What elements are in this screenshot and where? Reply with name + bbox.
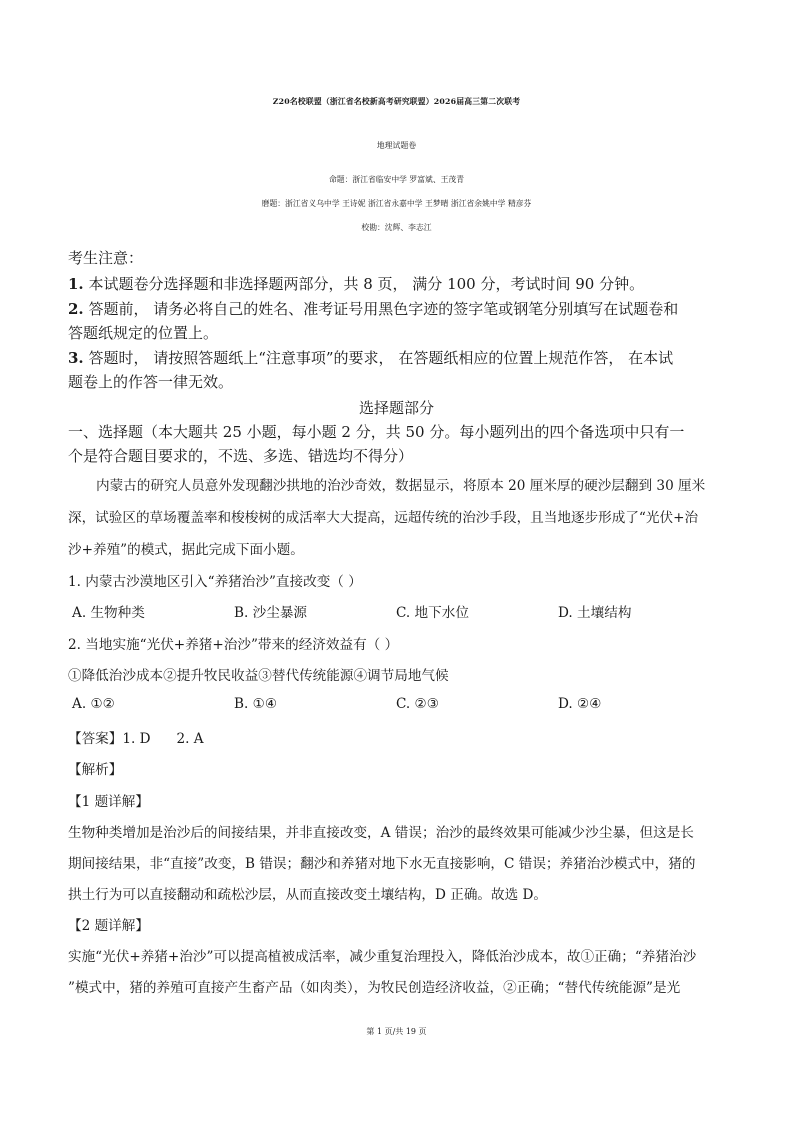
notice-item-2-line-2: 答题纸规定的位置上。 (68, 324, 219, 342)
question-2-option-a: A. ①② (72, 696, 115, 712)
q1-detail-line-3: 拱土行为可以直接翻动和疏松沙层，从而直接改变土壤结构，D 正确。故选 D。 (68, 887, 548, 903)
q2-detail-line-2: ”模式中，猪的养殖可直接产生畜产品（如肉类），为牧民创造经济收益，②正确；“替代传统能源”是光 (68, 980, 681, 996)
q2-detail-line-1: 实施“光伏+养猪+治沙”可以提高植被成活率，减少重复治理投入，降低治沙成本，故①正确；“养猪治沙 (68, 949, 697, 965)
q1-detail-line-2: 期间接结果，非“直接”改变，B 错误；翻沙和养猪对地下水无直接影响，C 错误；养猪治沙模式中，猪的 (68, 856, 696, 872)
part-heading-line-2: 个是符合题目要求的，不选、多选、错选均不得分） (68, 447, 414, 465)
q2-detail-tag: 【2 题详解】 (68, 918, 149, 934)
notice-item-2-line-1: 答题前， 请务必将自己的姓名、准考证号用黑色字迹的签字笔或钢笔分别填写在试题卷和 (88, 300, 679, 318)
part-heading-line-1: 一、选择题（本大题共 25 小题，每小题 2 分，共 50 分。每小题列出的四个备选项中只有一 (68, 423, 685, 441)
question-1-option-d: D. 土壤结构 (558, 605, 632, 621)
answer-text: 1. D 2. A (122, 731, 204, 747)
passage-line-3: 沙+养殖”的模式，据此完成下面小题。 (68, 542, 304, 558)
answer-tag: 【答案】 (68, 731, 123, 747)
proofreader-credit: 校勘：沈辉、李志江 (361, 223, 432, 232)
exam-title: Z20名校联盟（浙江省名校新高考研究联盟）2026届高三第二次联考 (272, 97, 521, 106)
question-2-option-b: B. ①④ (234, 696, 278, 712)
question-1-stem: 1. 内蒙古沙漠地区引入“养猪治沙”直接改变（ ） (68, 574, 362, 590)
question-2-option-c: C. ②③ (396, 696, 439, 712)
question-1-option-b: B. 沙尘暴源 (234, 605, 308, 621)
notice-item-3 (68, 347, 673, 368)
q1-detail-line-1: 生物种类增加是治沙后的间接结果，并非直接改变，A 错误；治沙的最终效果可能减少沙尘暴，但这是长 (68, 825, 694, 841)
notice-item-3-number: 3. (68, 349, 84, 367)
reviewer-credit: 磨题：浙江省义乌中学 王诗妮 浙江省永嘉中学 王梦晴 浙江省余姚中学 精彦芬 (261, 199, 532, 208)
page-footer: 第 1 页/共 19 页 (366, 1027, 427, 1036)
answer-line (68, 727, 204, 747)
question-2-statements: ①降低治沙成本②提升牧民收益③替代传统能源④调节局地气候 (68, 668, 449, 684)
analysis-tag: 【解析】 (68, 762, 123, 778)
notice-item-2-number: 2. (68, 300, 84, 318)
notice-item-1-number: 1. (68, 275, 84, 293)
section-title: 选择题部分 (358, 399, 434, 417)
passage-line-2: 深，试验区的草场覆盖率和梭梭树的成活率大大提高，远超传统的治沙手段，且当地逐步形成了“光伏+治 (68, 510, 699, 526)
question-2-stem: 2. 当地实施“光伏+养猪+治沙”带来的经济效益有（ ） (68, 637, 399, 653)
question-1-option-c: C. 地下水位 (396, 605, 469, 621)
question-1-option-a: A. 生物种类 (72, 605, 145, 621)
notice-item-2 (68, 298, 678, 319)
q1-detail-tag: 【1 题详解】 (68, 794, 149, 810)
notice-item-1 (68, 273, 644, 294)
exam-subtitle: 地理试题卷 (376, 141, 417, 150)
notice-item-1-text: 本试题卷分选择题和非选择题两部分，共 8 页， 满分 100 分，考试时间 90 分钟。 (88, 275, 645, 293)
notice-item-3-line-1: 答题时， 请按照答题纸上“注意事项”的要求， 在答题纸相应的位置上规范作答， 在本试 (88, 349, 674, 367)
author-credit: 命题：浙江省临安中学 罗富斌、王茂青 (328, 175, 465, 184)
notice-item-3-line-2: 题卷上的作答一律无效。 (68, 373, 234, 391)
question-2-option-d: D. ②④ (558, 696, 602, 712)
notice-heading: 考生注意： (68, 249, 144, 267)
passage-line-1: 内蒙古的研究人员意外发现翻沙拱地的治沙奇效，数据显示，将原本 20 厘米厚的硬沙层翻到 30 厘米 (96, 478, 706, 494)
